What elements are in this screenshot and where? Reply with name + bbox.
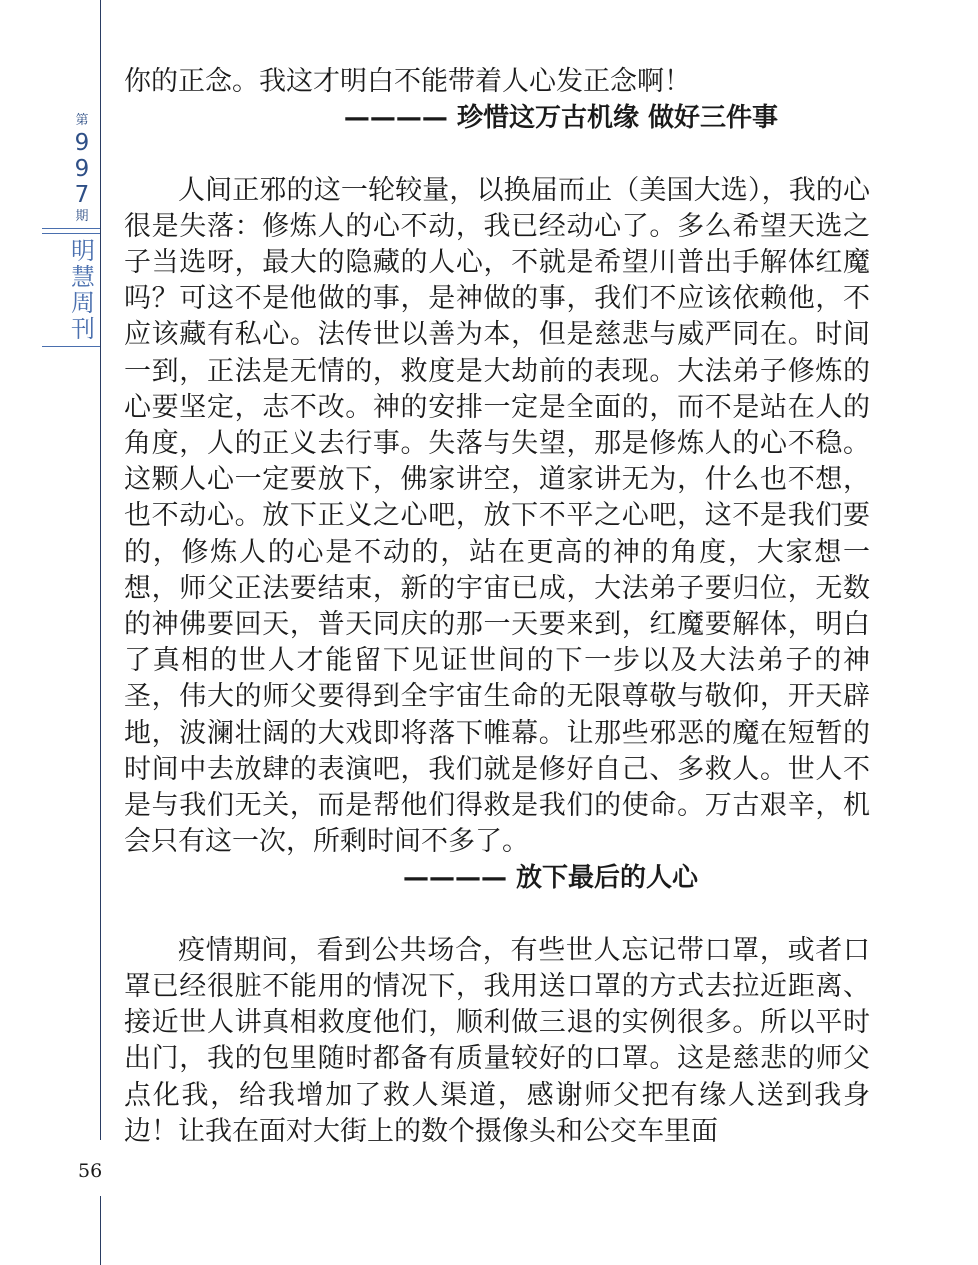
publication-title-char: 明 bbox=[71, 237, 95, 265]
brand-divider-bottom bbox=[42, 346, 100, 347]
issue-suffix: 期 bbox=[75, 209, 89, 224]
body-paragraph: 人间正邪的这一轮较量，以换届而止（美国大选），我的心很是失落：修炼人的心不动，我已经动心了。多么希望天选之子当选呀，最大的隐藏的人心，不就是希望川普出手解体红魔吗？可这不是他做的事，是神做的事，我们不应该依赖他，不应该藏有私心。法传世以善为本，但是慈悲与威严同在。时间一到，正法是无情的，救度是大劫前的表现。大法弟子修炼的心要坚定，志不改。神的安排一定是全面的，而不是站在人的角度，人的正义去行事。失落与失望，那是修炼人的心不稳。这颗人心一定要放下，佛家讲空，道家讲无为，什么也不想，也不动心。放下正义之心吧，放下不平之心吧，这不是我们要的，修炼人的心是不动的，站在更高的神的角度，大家想一想，师父正法要结束，新的宇宙已成，大法弟子要归位，无数的神佛要回天，普天同庆的那一天要来到，红魔要解体，明白了真相的世人才能留下见证世间的下一步以及大法弟子的神圣，伟大的师父要得到全宇宙生命的无限尊敬与敬仰，开天辟地，波澜壮阔的大戏即将落下帷幕。让那些邪恶的魔在短暂的时间中去放肆的表演吧，我们就是修好自己、多救人。世人不是与我们无关，而是帮他们得救是我们的使命。万古艰辛，机会只有这一次，所剩时间不多了。 bbox=[124, 174, 870, 858]
paragraph-spacer bbox=[124, 136, 870, 172]
publication-title-char: 周 bbox=[71, 289, 95, 317]
intro-line: 你的正念。我这才明白不能带着人心发正念啊！ bbox=[124, 66, 691, 97]
body-paragraph: 疫情期间，看到公共场合，有些世人忘记带口罩，或者口罩已经很脏不能用的情况下，我用送口罩的方式去拉近距离、接近世人讲真相救度他们，顺利做三退的实例很多。所以平时出门，我的包里随时都备有质量较好的口罩。这是慈悲的师父点化我，给我增加了救人渠道，感谢师父把有缘人送到我身边！让我在面对大街上的数个摄像头和公交车里面 bbox=[124, 934, 870, 1147]
page-number: 56 bbox=[78, 1160, 103, 1182]
issue-digit: 9 bbox=[74, 130, 90, 156]
brand-divider-top-inner bbox=[42, 233, 100, 234]
article-body bbox=[124, 64, 870, 1150]
issue-number-badge bbox=[62, 112, 102, 226]
issue-digit: 9 bbox=[74, 156, 90, 182]
paragraph-spacer bbox=[124, 897, 870, 933]
issue-prefix: 第 bbox=[75, 113, 89, 128]
margin-rule-bottom bbox=[100, 1196, 101, 1265]
section-heading: ———— 珍惜这万古机缘 做好三件事 bbox=[343, 103, 778, 134]
issue-digit: 7 bbox=[74, 182, 90, 208]
publication-title-char: 刊 bbox=[71, 315, 95, 343]
brand-divider-top bbox=[42, 228, 100, 229]
publication-title-char: 慧 bbox=[71, 263, 95, 291]
section-heading: ———— 放下最后的人心 bbox=[402, 863, 698, 894]
publication-title bbox=[66, 238, 100, 342]
